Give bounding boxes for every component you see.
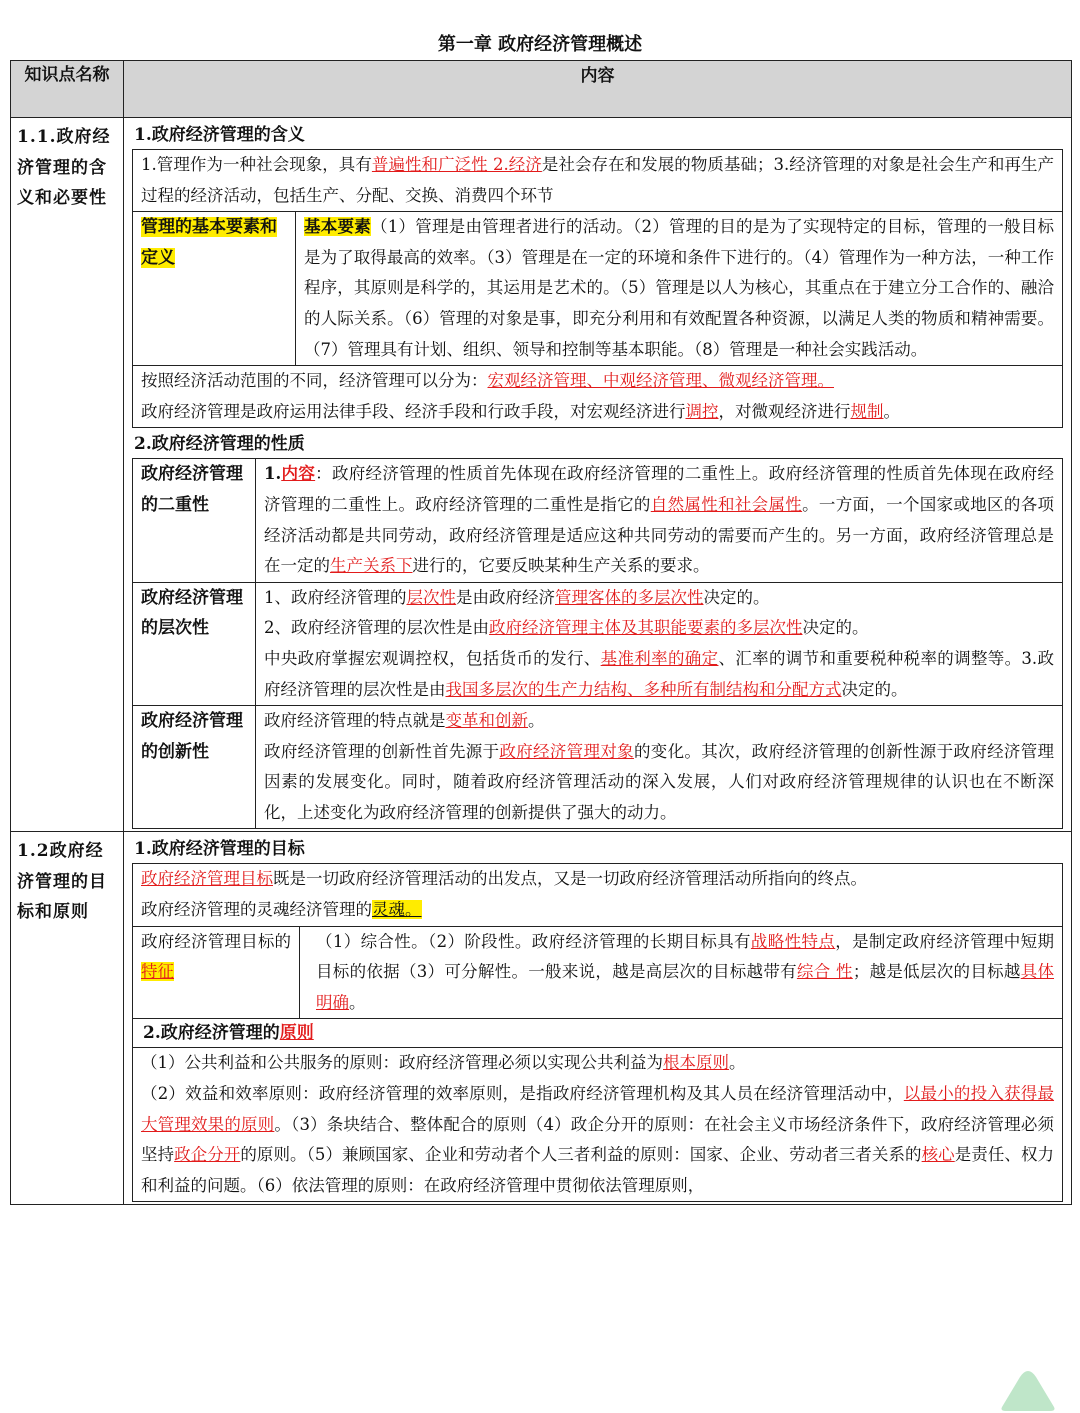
- triangle-decoration-icon: [998, 1367, 1058, 1411]
- goal-definition: 政府经济管理目标既是一切政府经济管理活动的出发点，又是一切政府经济管理活动所指向的终点。 政府经济管理的灵魂经济管理的灵魂。: [133, 864, 1063, 926]
- basic-elements-content: 基本要素（1）管理是由管理者进行的活动。（2）管理的目的是为了实现特定的目标，管理的一般目标是为了取得最高的效率。（3）管理是在一定的环境和条件下进行的。（4）管理作为一种方法，一种工作程序，其原则是科学的，其运用是艺术的。（5）管理是以人为核心，其重点在于建立分工合作的、融洽的人际关系。（6）管理的对象是事，即充分利用和有效配置各种资源，以满足人类的物质和精神需要。（7）管理具有计划、组织、领导和控制等基本职能。（8）管理是一种社会实践活动。: [296, 212, 1063, 366]
- header-knowledge-point: 知识点名称: [11, 61, 124, 118]
- innovation-content: 政府经济管理的特点就是变革和创新。 政府经济管理的创新性首先源于政府经济管理对象的变化。其次，政府经济管理的创新性源于政府经济管理因素的发展变化。同时，随着政府经济管理活动的深入发展，人们对政府经济管理规律的认识也在不断深化，上述变化为政府经济管理的创新提供了强大的动力。: [256, 706, 1063, 829]
- dual-nature-label: 政府经济管理的二重性: [133, 459, 256, 582]
- content-1-2: [124, 832, 1072, 1205]
- innovation-label: 政府经济管理的创新性: [133, 706, 256, 829]
- section-title: 2.政府经济管理的性质: [134, 434, 305, 455]
- goal-feature-label: 政府经济管理目标的特征: [133, 926, 300, 1019]
- nature-table: [132, 458, 1063, 829]
- principle-title-cell: 2.政府经济管理的原则: [133, 1019, 1063, 1048]
- principle-content: （1）公共利益和公共服务的原则：政府经济管理必须以实现公共利益为根本原则。 （2）效益和效率原则：政府经济管理的效率原则，是指政府经济管理机构及其人员在经济管理活动中，以最小的投入获得最大管理效果的原则。（3）条块结合、整体配合的原则（4）政企分开的原则：在社会主义市场经济条件下，政府经济管理必须坚持政企分开的原则。（5）兼顾国家、企业和劳动者个人三者利益的原则：国家、企业、劳动者三者关系的核心是责任、权力和利益的问题。（6）依法管理的原则：在政府经济管理中贯彻依法管理原则，: [133, 1048, 1063, 1202]
- meaning-table: [132, 149, 1063, 428]
- hierarchy-content: 1、政府经济管理的层次性是由政府经济管理客体的多层次性决定的。 2、政府经济管理的层次性是由政府经济管理主体及其职能要素的多层次性决定的。 中央政府掌握宏观调控权，包括货币的发行、基准利率的确定、汇率的调节和重要税种税率的调整等。3.政府经济管理的层次性是由我国多层次的生产力结构、多种所有制结构和分配方式决定的。: [256, 582, 1063, 705]
- section-title: 1.政府经济管理的含义: [134, 125, 305, 145]
- knowledge-point-1-2: 1.2政府经济管理的目标和原则: [11, 832, 124, 1205]
- section-title: 1.政府经济管理的目标: [134, 839, 305, 860]
- meaning-cell: 1.管理作为一种社会现象，具有普遍性和广泛性 2.经济是社会存在和发展的物质基础；3.经济管理的对象是社会生产和再生产过程的经济活动，包括生产、分配、交换、消费四个环节: [133, 150, 1063, 212]
- table-header: [11, 61, 1072, 118]
- basic-elements-label: 管理的基本要素和定义: [133, 212, 296, 366]
- scope-cell: 按照经济活动范围的不同，经济管理可以分为：宏观经济管理、中观经济管理、微观经济管理。 政府经济管理是政府运用法律手段、经济手段和行政手段，对宏观经济进行调控，对微观经济进行规制。: [133, 366, 1063, 428]
- header-content: 内容: [124, 61, 1072, 118]
- hierarchy-label: 政府经济管理的层次性: [133, 582, 256, 705]
- content-1-1: [124, 118, 1072, 832]
- knowledge-table: [10, 60, 1072, 1205]
- page-title: 第一章 政府经济管理概述: [437, 34, 643, 55]
- highlight-text: 普遍性和广泛性 2.经济: [371, 155, 542, 174]
- dual-nature-content: 1.内容：政府经济管理的性质首先体现在政府经济管理的二重性上。政府经济管理的性质首先体现在政府经济管理的二重性上。政府经济管理的二重性是指它的自然属性和社会属性。一方面，一个国家或地区的各项经济活动都是共同劳动，政府经济管理是适应这种共同劳动的需要而产生的。另一方面，政府经济管理总是在一定的生产关系下进行的，它要反映某种生产关系的要求。: [256, 459, 1063, 582]
- table-row: [11, 832, 1072, 1205]
- knowledge-point-1-1: 1.1.政府经济管理的含义和必要性: [11, 118, 124, 832]
- table-row: [11, 118, 1072, 832]
- goal-table: [132, 863, 1063, 1202]
- goal-feature-content: （1）综合性。（2）阶段性。政府经济管理的长期目标具有战略性特点，是制定政府经济管理中短期目标的依据（3）可分解性。一般来说，越是高层次的目标越带有综合 性；越是低层次的目标越具体明确。: [300, 926, 1063, 1019]
